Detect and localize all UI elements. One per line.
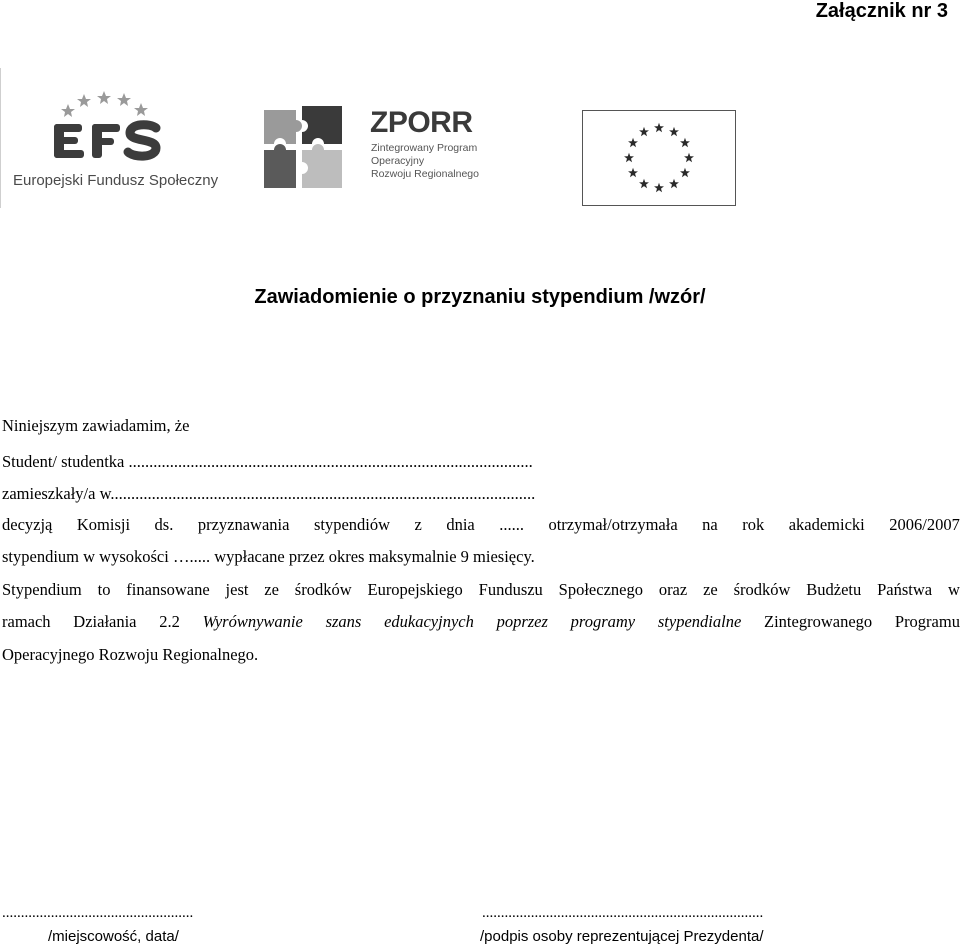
document-title: Zawiadomienie o przyznaniu stypendium /wzór/ [254, 286, 706, 308]
italic-word [384, 612, 474, 632]
word: rok [742, 515, 765, 534]
word: Państwa [877, 580, 933, 599]
zporr-title: ZPORR [370, 106, 473, 139]
word: to [97, 580, 111, 599]
italic-word [497, 612, 548, 632]
address-field-line: zamieszkały/a w....................................................................................................... [2, 484, 536, 503]
place-date-dots: ................................................... [2, 905, 194, 921]
italic-text: edukacyjnych [384, 612, 474, 631]
italic-text: poprzez [496, 612, 548, 631]
zporr-subtitle-line: Zintegrowany Program [371, 142, 478, 154]
word: ze [703, 580, 718, 599]
word: 2006/2007 [889, 515, 960, 534]
word: ramach [2, 612, 51, 631]
word: środków [294, 580, 352, 599]
annex-label: Załącznik nr 3 [815, 0, 948, 22]
word: na [702, 515, 718, 534]
word: ze [264, 580, 279, 599]
margin-rule [0, 68, 1, 208]
italic-word [326, 612, 362, 632]
word: 2.2 [159, 612, 180, 631]
decision-line [2, 515, 960, 535]
word: ds. [154, 515, 174, 534]
word: z [414, 515, 422, 534]
signature-dots: ........................................................................... [482, 905, 764, 921]
word: oraz [658, 580, 688, 599]
word: Budżetu [806, 580, 862, 599]
italic-word [658, 612, 741, 632]
word: jest [225, 580, 249, 599]
word: Komisji [76, 515, 131, 534]
signature-label: /podpis osoby reprezentującej Prezydenta/ [480, 928, 764, 945]
student-field-line: Student/ studentka .................................................................................................. [2, 452, 533, 471]
word: Europejskiego [367, 580, 463, 599]
word: stypendiów [313, 515, 391, 534]
italic-word [203, 612, 303, 632]
efs-caption: Europejski Fundusz Społeczny [13, 172, 219, 189]
action-line [2, 612, 960, 632]
body-line: Niniejszym zawiadamim, że [2, 416, 190, 435]
word: dnia [446, 515, 475, 534]
word: Funduszu [478, 580, 543, 599]
word: środków [733, 580, 791, 599]
word: ...... [499, 515, 524, 534]
italic-text: Wyrównywanie [202, 612, 303, 631]
zporr-subtitle-line: Rozwoju Regionalnego [371, 168, 479, 180]
word: w [947, 580, 960, 599]
zporr-puzzle-icon [262, 104, 346, 190]
word: finansowane [126, 580, 210, 599]
zporr-subtitle [371, 142, 501, 181]
word: Społecznego [558, 580, 643, 599]
word: Zintegrowanego [764, 612, 873, 631]
zporr-subtitle-line: Operacyjny [371, 155, 425, 167]
body-line: Operacyjnego Rozwoju Regionalnego. [2, 645, 259, 664]
word: Działania [73, 612, 137, 631]
word: otrzymał/otrzymała [548, 515, 678, 534]
word: decyzją [2, 515, 53, 534]
italic-text: stypendialne [657, 612, 742, 631]
word: Programu [894, 612, 960, 631]
funding-line [2, 580, 960, 600]
eu-flag-logo [582, 110, 736, 206]
amount-line: stypendium w wysokości …..... wypłacane przez okres maksymalnie 9 miesięcy. [2, 547, 535, 566]
italic-text: programy [570, 612, 636, 631]
word: akademicki [788, 515, 865, 534]
word: Stypendium [2, 580, 82, 599]
place-date-label: /miejscowość, data/ [48, 928, 179, 945]
word: przyznawania [197, 515, 290, 534]
italic-text: szans [325, 612, 362, 631]
italic-word [571, 612, 635, 632]
